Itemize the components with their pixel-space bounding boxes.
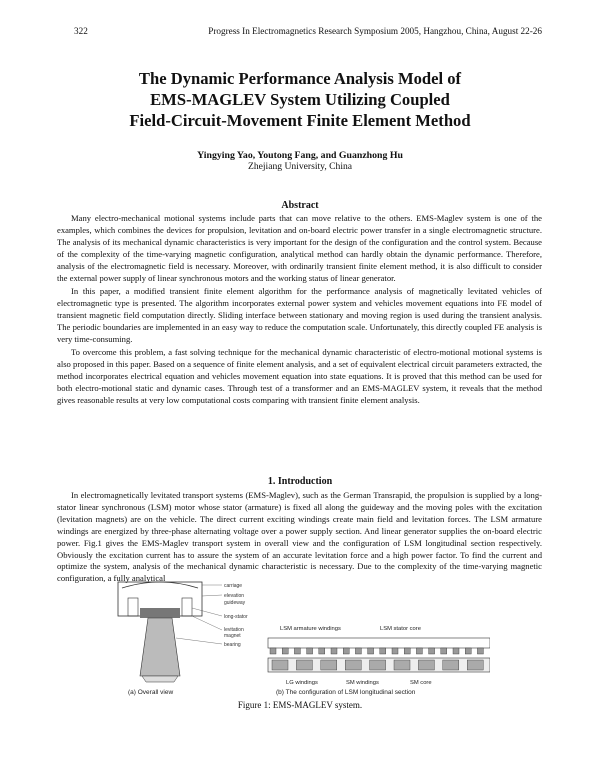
stator-tooth	[355, 648, 361, 654]
running-head: Progress In Electromagnetics Research Symposium 2005, Hangzhou, China, August 22-26	[208, 26, 542, 36]
stator-tooth	[368, 648, 374, 654]
magnet-pole	[443, 660, 459, 670]
guideway-beam	[140, 608, 180, 618]
running-header	[74, 26, 542, 36]
title-line-2: EMS-MAGLEV System Utilizing Coupled	[150, 90, 450, 109]
stator-tooth	[270, 648, 276, 654]
stator-tooth	[294, 648, 300, 654]
abstract-paragraph: Many electro-mechanical motional systems include parts that can move relative to the others. EMS-Maglev system is one of the examples, which combines the devices for propulsion, levitation and on-board electric power transfer in a single electromagnetic structure. The analysis of its mechanical dynamic characteristics is very important for the design of the configuration and the control system. Because of the complexity of the time-varying magnetic configuration, analytical method can hardly obtain the dynamic performance. Therefore, analysis of the electromagnetic field is necessary. Moreover, with ordinarily transient finite element method, it is also difficult to consider the external power supply of linear synchronous motors and the working status of linear generator.	[57, 213, 542, 283]
stator-core	[268, 638, 490, 648]
stator-tooth	[429, 648, 435, 654]
stator-tooth	[453, 648, 459, 654]
magnet-pole	[370, 660, 386, 670]
label-guideway: guideway	[224, 600, 246, 606]
label-carriage: carriage	[224, 583, 243, 589]
caption-a: (a) Overall view	[128, 689, 174, 696]
introduction-paragraph: In electromagnetically levitated transport systems (EMS-Maglev), such as the German Transrapid, the propulsion is supplied by a long-stator linear synchronous (LSM) motor whose stator (armature) is fixed all along the guideway and the moving poles with the excitation (levitation magnets) are on the vehicle. The direct current exciting windings create main field and levitation forces. The LSM armature windings are energized by three-phase alternating voltage over a power supply section. And linear generator supplies the on-board electric power. Fig.1 gives the EMS-Maglev transport system in overall view and the configuration of LSM longitudinal section respectively. Obviously the excitation current has to assure the system of an accurate levitation force and a high power factor. To find the current and optimize the system, analysis of the mechanical dynamic characteristic is necessary. Due to the complexity of the time-varying magnetic configuration, a fully analytical	[57, 490, 542, 584]
label-bearing: bearing	[224, 642, 241, 648]
section-heading-introduction: 1. Introduction	[267, 476, 333, 487]
magnet-pole	[467, 660, 483, 670]
authors: Yingying Yao, Youtong Fang, and Guanzhong Hu	[197, 150, 403, 161]
figure-1	[110, 578, 490, 698]
stator-tooth	[477, 648, 483, 654]
stator-tooth	[331, 648, 337, 654]
figure-caption: Figure 1: EMS-MAGLEV system.	[237, 700, 363, 710]
magnet-pole	[321, 660, 337, 670]
label-elevation: elevation	[224, 593, 245, 599]
guideway-pillar	[140, 618, 180, 676]
stator-tooth	[343, 648, 349, 654]
abstract-paragraph: To overcome this problem, a fast solving technique for the mechanical dynamic characteristic of electro-motional motional systems is also proposed in this paper. Based on a sequence of finite element analysis, and a set of equivalent electrical circuit parameters extracted, the method incorporates electrical equation and vehicles movement equation into state equations. It is proved that this method can be used for both electro-motional static and dynamic cases. Through test of a transformer and an EMS-MAGLEV system, it reveals that the method gives reasonable results at very low computational costs comparing with transient finite element analysis.	[57, 346, 542, 405]
stator-tooth	[380, 648, 386, 654]
label-levitation: levitation	[224, 627, 244, 633]
stator-tooth	[416, 648, 422, 654]
label-lg-windings: LG windings	[286, 680, 318, 686]
affiliation: Zhejiang University, China	[247, 161, 353, 172]
abstract-body	[57, 213, 542, 408]
introduction-body	[57, 490, 542, 587]
magnet-pole	[394, 660, 410, 670]
magnet-pole	[345, 660, 361, 670]
stator-tooth	[404, 648, 410, 654]
title-line-1: The Dynamic Performance Analysis Model of	[138, 69, 462, 88]
lsm-section-diagram	[268, 626, 490, 696]
stator-tooth	[392, 648, 398, 654]
stator-tooth	[307, 648, 313, 654]
magnet-pole	[272, 660, 288, 670]
abstract-paragraph: In this paper, a modified transient finite element algorithm for the performance analysis of magnetically levitated vehicles of electromagnetic type is presented. The algorithm incorporates external power system and vehicles movement equations into FE model of transient magnetic field computation directly. Sliding interface between stationary and moving region is used during the transient analysis. The periodic boundaries are implemented in an easy way to reduce the computation scale. Unfortunately, this directly coupled FE analysis is very time-consuming.	[57, 285, 542, 344]
stator-tooth	[441, 648, 447, 654]
label-sm-core: SM core	[410, 680, 432, 686]
paper-title	[40, 68, 560, 131]
abstract-heading: Abstract	[281, 200, 319, 211]
label-lsm-armature-windings: LSM armature windings	[280, 626, 341, 632]
label-magnet: magnet	[224, 633, 241, 639]
label-lsm-stator-core: LSM stator core	[380, 626, 421, 632]
label-long-stator: long-stator	[224, 614, 248, 620]
stator-tooth	[282, 648, 288, 654]
magnet-pole	[296, 660, 312, 670]
stator-tooth	[319, 648, 325, 654]
page-number: 322	[74, 26, 88, 36]
title-line-3: Field-Circuit-Movement Finite Element Method	[129, 111, 471, 130]
caption-b: (b) The configuration of LSM longitudinal section	[276, 689, 416, 696]
stator-tooth	[465, 648, 471, 654]
magnet-pole	[418, 660, 434, 670]
overall-view-diagram	[118, 582, 248, 696]
label-sm-windings: SM windings	[346, 680, 379, 686]
